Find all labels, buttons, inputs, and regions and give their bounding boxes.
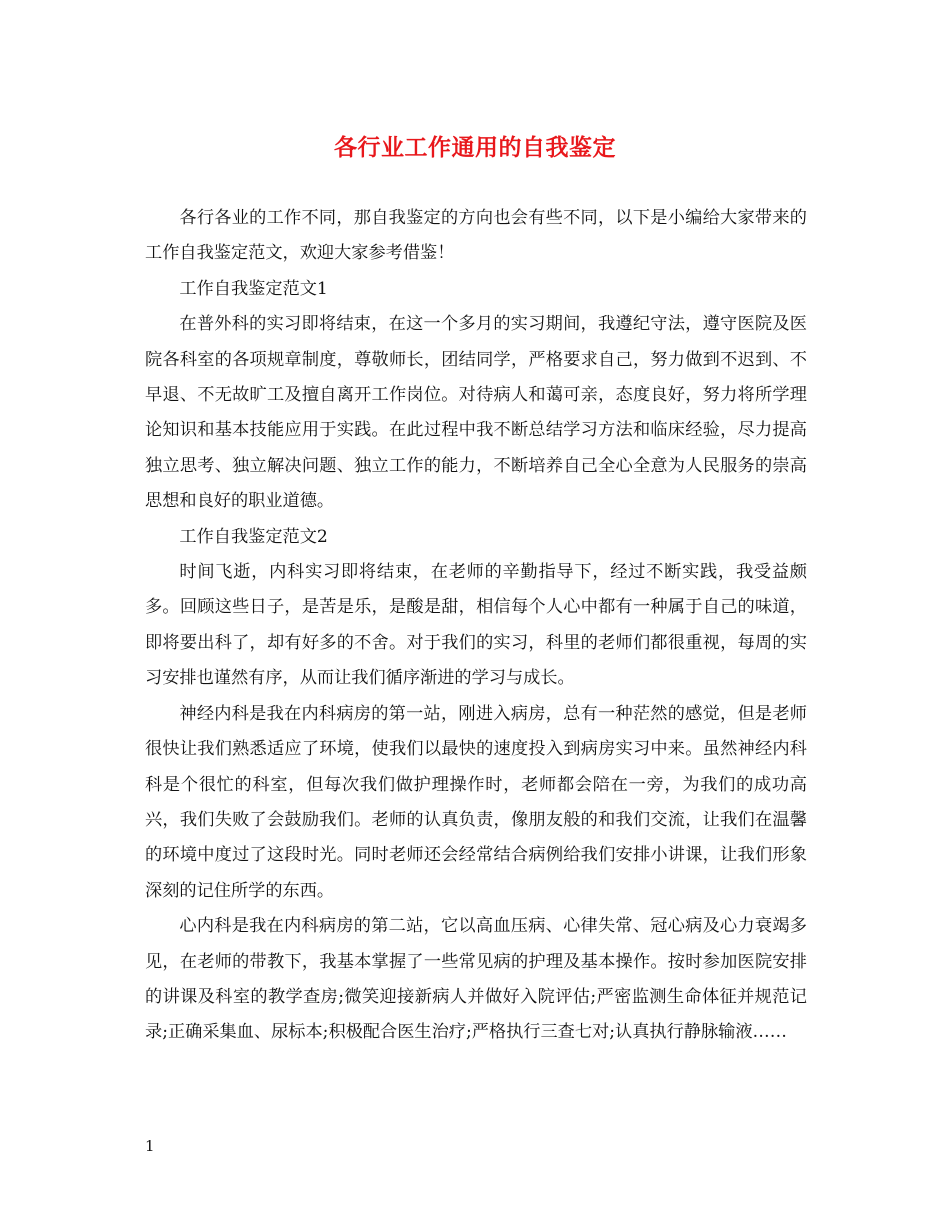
page-number: 1 [145, 1137, 155, 1155]
document-body [145, 201, 807, 1051]
body-paragraph: 时间飞逝，内科实习即将结束，在老师的辛勤指导下，经过不断实践，我受益颇多。回顾这些日子，是苦是乐，是酸是甜，相信每个人心中都有一种属于自己的味道，即将要出科了，却有好多的不舍。对于我们的实习，科里的老师们都很重视，每周的实习安排也谨然有序，从而让我们循序渐进的学习与成长。 [145, 562, 807, 689]
body-paragraph: 心内科是我在内科病房的第二站，它以高血压病、心律失常、冠心病及心力衰竭多见，在老师的带教下，我基本掌握了一些常见病的护理及基本操作。按时参加医院安排的讲课及科室的教学查房;微笑迎接新病人并做好入院评估;严密监测生命体征并规范记录;正确采集血、尿标本;积极配合医生治疗;严格执行三查七对;认真执行静脉输液…… [145, 916, 807, 1043]
body-paragraph: 神经内科是我在内科病房的第一站，刚进入病房，总有一种茫然的感觉，但是老师很快让我们熟悉适应了环境，使我们以最快的速度投入到病房实习中来。虽然神经内科科是个很忙的科室，但每次我们做护理操作时，老师都会陪在一旁，为我们的成功高兴，我们失败了会鼓励我们。老师的认真负责，像朋友般的和我们交流，让我们在温馨的环境中度过了这段时光。同时老师还会经常结合病例给我们安排小讲课，让我们形象深刻的记住所学的东西。 [145, 703, 807, 901]
document-title: 各行业工作通用的自我鉴定 [334, 134, 616, 161]
intro-paragraph: 各行各业的工作不同，那自我鉴定的方向也会有些不同，以下是小编给大家带来的工作自我鉴定范文，欢迎大家参考借鉴！ [145, 208, 807, 264]
section-heading-1: 工作自我鉴定范文1 [179, 278, 328, 299]
body-paragraph: 在普外科的实习即将结束，在这一个多月的实习期间，我遵纪守法，遵守医院及医院各科室的各项规章制度，尊敬师长，团结同学，严格要求自己，努力做到不迟到、不早退、不无故旷工及擅自离开工作岗位。对待病人和蔼可亲，态度良好，努力将所学理论知识和基本技能应用于实践。在此过程中我不断总结学习方法和临床经验，尽力提高独立思考、独立解决问题、独立工作的能力，不断培养自己全心全意为人民服务的崇高思想和良好的职业道德。 [145, 314, 807, 512]
section-heading-2: 工作自我鉴定范文2 [179, 526, 328, 547]
